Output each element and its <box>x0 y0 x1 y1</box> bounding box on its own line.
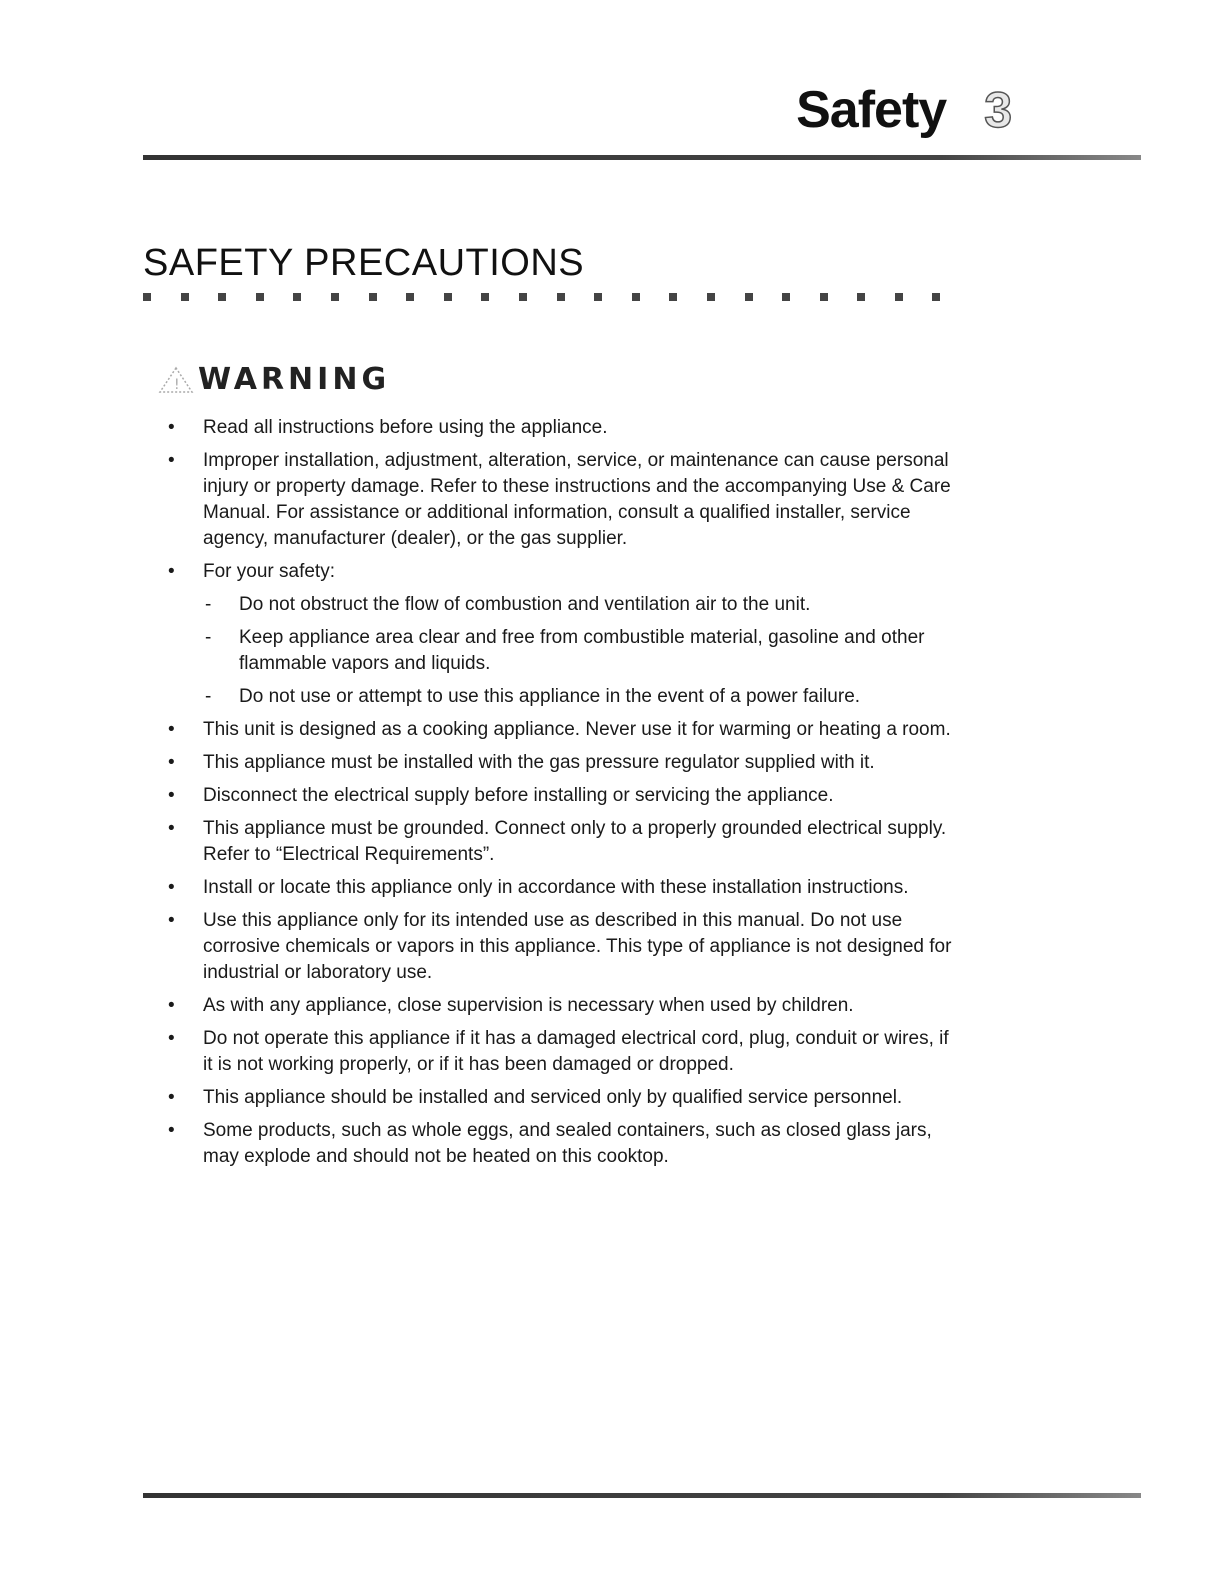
bullet: • <box>168 818 175 839</box>
square-divider <box>143 293 970 301</box>
list-item <box>166 717 956 743</box>
bottom-divider <box>143 1493 1141 1498</box>
chapter-number: 3 <box>984 82 1012 138</box>
dash: - <box>205 627 212 648</box>
list-item <box>166 783 956 809</box>
bullet: • <box>168 995 175 1016</box>
bullet: • <box>168 561 175 582</box>
list-item-text: Some products, such as whole eggs, and sealed containers, such as closed glass jars, may explode and should not be heated on this cooktop. <box>203 1120 932 1167</box>
list-item-text: This unit is designed as a cooking appliance. Never use it for warming or heating a room. <box>203 719 951 740</box>
sublist-item <box>203 684 956 710</box>
list-item <box>166 559 956 710</box>
bullet: • <box>168 910 175 931</box>
list-item-text: Improper installation, adjustment, alteration, service, or maintenance can cause personal injury or property damage. Refer to these instructions and the accompanying Use & Care Manual. For assistance or additional information, consult a qualified installer, service agency, manufacturer (dealer), or the gas supplier. <box>203 450 951 549</box>
list-item <box>166 448 956 552</box>
page-header <box>796 80 1012 140</box>
list-item <box>166 1026 956 1078</box>
safety-sublist <box>203 592 956 710</box>
svg-text:!: ! <box>174 376 180 393</box>
bullet: • <box>168 450 175 471</box>
sublist-item-text: Keep appliance area clear and free from combustible material, gasoline and other flammable vapors and liquids. <box>239 627 925 674</box>
list-item <box>166 875 956 901</box>
list-item-text: Read all instructions before using the appliance. <box>203 417 608 438</box>
list-item <box>166 993 956 1019</box>
sublist-item-text: Do not use or attempt to use this appliance in the event of a power failure. <box>239 686 861 707</box>
dash: - <box>205 594 212 615</box>
warning-label: WARNING <box>198 362 391 397</box>
bullet: • <box>168 719 175 740</box>
warning-triangle-icon <box>156 365 196 395</box>
bullet: • <box>168 785 175 806</box>
list-item <box>166 750 956 776</box>
safety-list <box>166 415 956 1177</box>
page-title: Safety <box>796 81 947 139</box>
list-item-text: Install or locate this appliance only in accordance with these installation instructions. <box>203 877 909 898</box>
list-item <box>166 816 956 868</box>
list-item-text: This appliance must be installed with the gas pressure regulator supplied with it. <box>203 752 875 773</box>
list-item <box>166 1085 956 1111</box>
list-item <box>166 908 956 986</box>
dash: - <box>205 686 212 707</box>
list-item-text: As with any appliance, close supervision is necessary when used by children. <box>203 995 854 1016</box>
list-item-text: Do not operate this appliance if it has a damaged electrical cord, plug, conduit or wires, if it is not working properly, or if it has been damaged or dropped. <box>203 1028 949 1075</box>
bullet: • <box>168 417 175 438</box>
sublist-item <box>203 625 956 677</box>
bullet: • <box>168 752 175 773</box>
list-item-text: This appliance should be installed and serviced only by qualified service personnel. <box>203 1087 903 1108</box>
section-title: SAFETY PRECAUTIONS <box>143 242 585 284</box>
list-item-text: Disconnect the electrical supply before installing or servicing the appliance. <box>203 785 834 806</box>
top-divider <box>143 155 1141 160</box>
list-item-text: This appliance must be grounded. Connect only to a properly grounded electrical supply. Refer to “Electrical Requirements”. <box>203 818 947 865</box>
list-item <box>166 1118 956 1170</box>
bullet: • <box>168 1028 175 1049</box>
bullet: • <box>168 1087 175 1108</box>
warning-heading <box>156 362 390 397</box>
list-item-text: Use this appliance only for its intended use as described in this manual. Do not use corrosive chemicals or vapors in this appliance. This type of appliance is not designed for industrial or laboratory use. <box>203 910 952 983</box>
list-item-text: For your safety: <box>203 561 335 582</box>
bullet: • <box>168 877 175 898</box>
list-item <box>166 415 956 441</box>
sublist-item-text: Do not obstruct the flow of combustion and ventilation air to the unit. <box>239 594 811 615</box>
sublist-item <box>203 592 956 618</box>
bullet: • <box>168 1120 175 1141</box>
